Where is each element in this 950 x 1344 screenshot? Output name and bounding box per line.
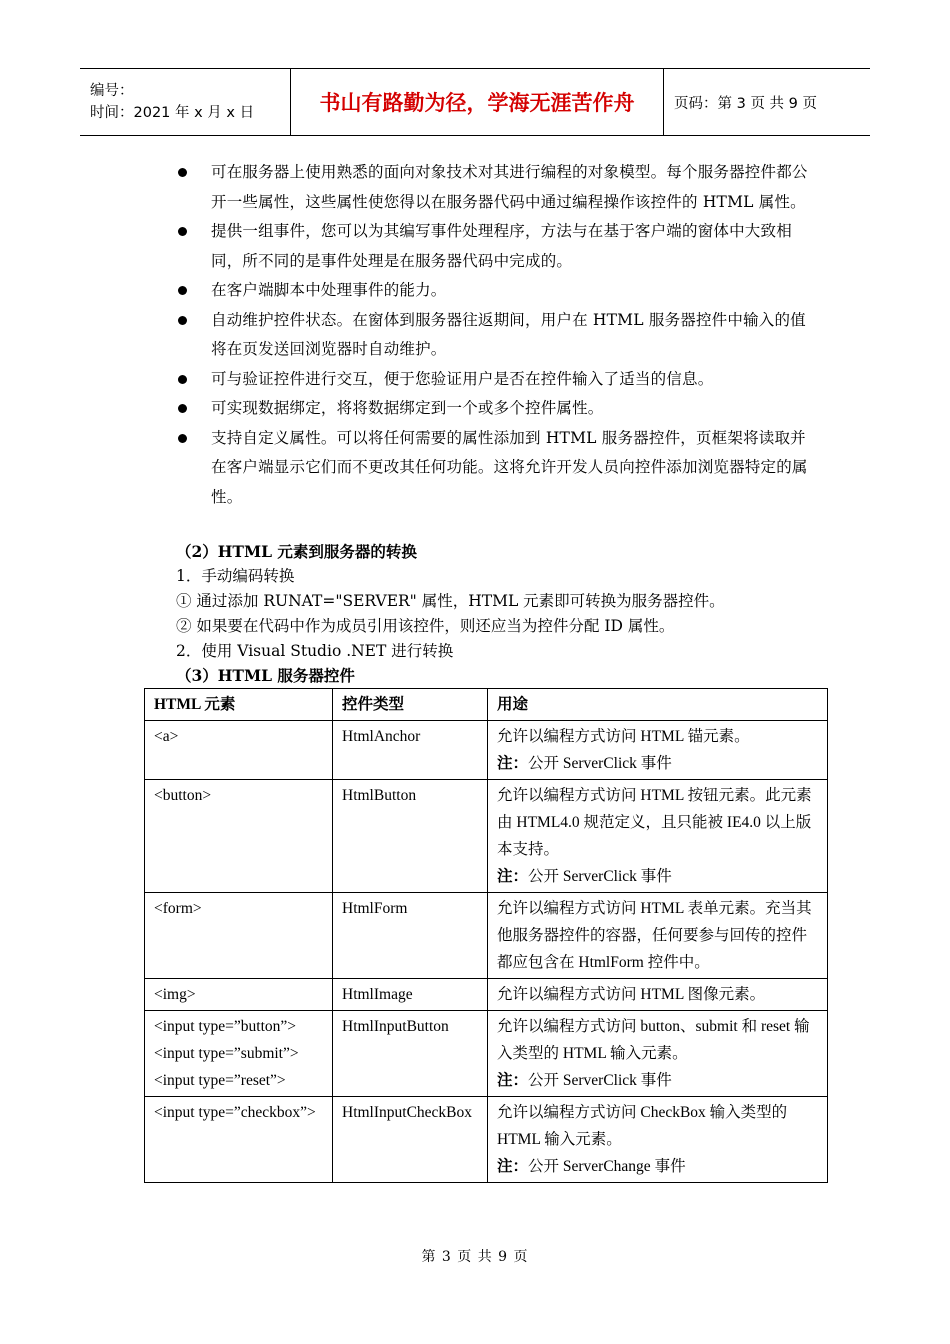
section3-title: （3）HTML 服务器控件 — [176, 666, 355, 685]
element-cell: <form> — [145, 893, 333, 979]
section2-step1: 1．手动编码转换 — [176, 567, 295, 585]
note: 注：公开 ServerChange 事件 — [497, 1158, 686, 1175]
element-cell: <input type=”button”> <input type=”submit”> <input type=”reset”> — [145, 1011, 333, 1097]
header-motto: 书山有路勤为径，学海无涯苦作舟 — [291, 69, 664, 136]
header-number: 编号： — [90, 83, 134, 99]
element-cell: <input type=”checkbox”> — [145, 1097, 333, 1183]
list-item: 支持自定义属性。可以将任何需要的属性添加到 HTML 服务器控件，页框架将读取并在客户端显示它们而不更改其任何功能。这将允许开发人员向控件添加浏览器特定的属性。 — [176, 424, 816, 513]
page-header — [80, 68, 870, 136]
element-cell: <a> — [145, 721, 333, 780]
bullet-icon — [178, 375, 187, 384]
note: 注：公开 ServerClick 事件 — [497, 868, 672, 885]
usage-cell: 允许以编程方式访问 HTML 表单元素。充当其他服务器控件的容器，任何要参与回传的控件都应包含在 HtmlForm 控件中。 — [488, 893, 828, 979]
usage-cell: 允许以编程方式访问 HTML 图像元素。 — [488, 979, 828, 1011]
bullet-icon — [178, 434, 187, 443]
control-cell: HtmlInputCheckBox — [333, 1097, 488, 1183]
table-row — [145, 1011, 828, 1097]
usage-cell: 允许以编程方式访问 HTML 锚元素。 注：公开 ServerClick 事件 — [488, 721, 828, 780]
table-row — [145, 893, 828, 979]
header-time: 时间：2021 年 x 月 x 日 — [90, 105, 255, 121]
table-row — [145, 721, 828, 780]
note: 注：公开 ServerClick 事件 — [497, 755, 672, 772]
list-item: 可在服务器上使用熟悉的面向对象技术对其进行编程的对象模型。每个服务器控件都公开一些属性，这些属性使您得以在服务器代码中通过编程操作该控件的 HTML 属性。 — [176, 158, 816, 217]
bullet-icon — [178, 404, 187, 413]
usage-cell: 允许以编程方式访问 HTML 按钮元素。此元素由 HTML4.0 规范定义，且只能被 IE4.0 以上版本支持。 注：公开 ServerClick 事件 — [488, 780, 828, 893]
section2-item2: ② 如果要在代码中作为成员引用该控件，则还应当为控件分配 ID 属性。 — [176, 617, 675, 635]
page-footer: 第 3 页 共 9 页 — [421, 1249, 529, 1265]
usage-cell: 允许以编程方式访问 CheckBox 输入类型的 HTML 输入元素。 注：公开 ServerChange 事件 — [488, 1097, 828, 1183]
list-item: 提供一组事件，您可以为其编写事件处理程序，方法与在基于客户端的窗体中大致相同，所不同的是事件处理是在服务器代码中完成的。 — [176, 217, 816, 276]
table-row — [145, 780, 828, 893]
bullet-icon — [178, 316, 187, 325]
element-cell: <img> — [145, 979, 333, 1011]
control-cell: HtmlForm — [333, 893, 488, 979]
list-item: 可与验证控件进行交互，便于您验证用户是否在控件输入了适当的信息。 — [176, 365, 816, 395]
section2-title: （2）HTML 元素到服务器的转换 — [176, 542, 417, 561]
header-meta — [80, 69, 291, 136]
usage-cell: 允许以编程方式访问 button、submit 和 reset 输入类型的 HTML 输入元素。 注：公开 ServerClick 事件 — [488, 1011, 828, 1097]
bullet-icon — [178, 227, 187, 236]
column-header-usage: 用途 — [488, 689, 828, 721]
bullet-icon — [178, 168, 187, 177]
table-header-row — [145, 689, 828, 721]
bullet-icon — [178, 286, 187, 295]
table-row — [145, 979, 828, 1011]
control-cell: HtmlAnchor — [333, 721, 488, 780]
table-row — [145, 1097, 828, 1183]
server-controls-table — [144, 688, 828, 1183]
list-item: 在客户端脚本中处理事件的能力。 — [176, 276, 816, 306]
note: 注：公开 ServerClick 事件 — [497, 1072, 672, 1089]
element-cell: <button> — [145, 780, 333, 893]
column-header-element: HTML 元素 — [145, 689, 333, 721]
list-item: 自动维护控件状态。在窗体到服务器往返期间，用户在 HTML 服务器控件中输入的值将在页发送回浏览器时自动维护。 — [176, 306, 816, 365]
control-cell: HtmlImage — [333, 979, 488, 1011]
control-cell: HtmlInputButton — [333, 1011, 488, 1097]
section2-item1: ① 通过添加 RUNAT="SERVER" 属性，HTML 元素即可转换为服务器控件。 — [176, 592, 725, 610]
column-header-control: 控件类型 — [333, 689, 488, 721]
header-page-number: 页码：第 3 页 共 9 页 — [664, 69, 871, 136]
control-cell: HtmlButton — [333, 780, 488, 893]
section2-step2: 2．使用 Visual Studio .NET 进行转换 — [176, 642, 454, 660]
list-item: 可实现数据绑定，将将数据绑定到一个或多个控件属性。 — [176, 394, 816, 424]
feature-list — [176, 158, 816, 512]
